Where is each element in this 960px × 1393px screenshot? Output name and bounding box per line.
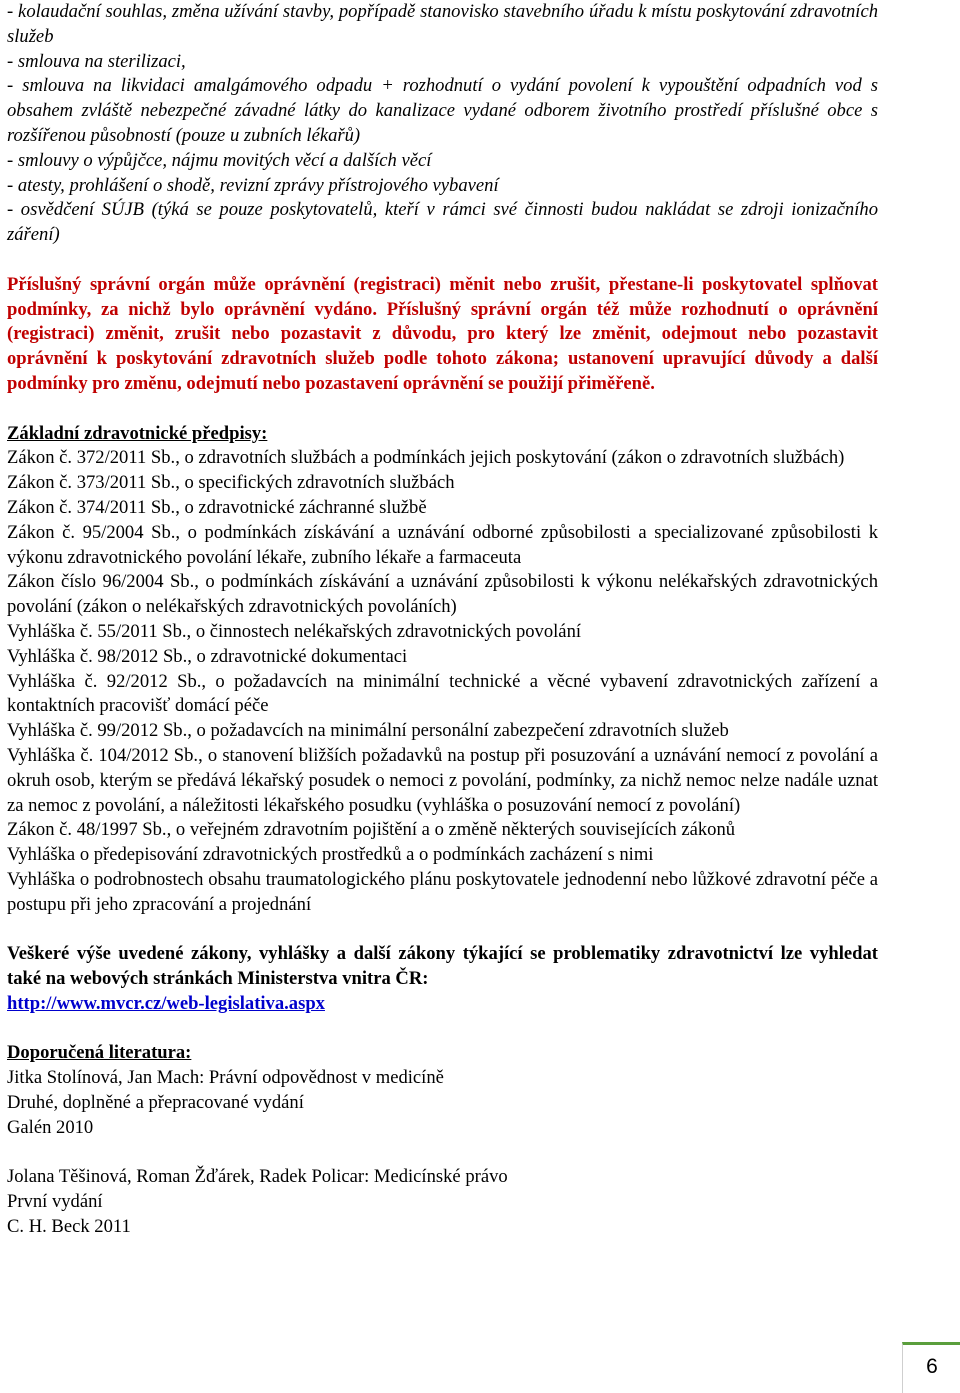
regulation-item: Zákon č. 373/2011 Sb., o specifických zdravotních službách <box>7 472 455 494</box>
authority-paragraph: Příslušný správní orgán může oprávnění (registraci) měnit nebo zrušit, přestane-li poskytovatel splňovat podmínky, za nichž bylo oprávnění vydáno. Příslušný správní orgán též může rozhodnutí o oprávnění (registraci) změnit, zrušit nebo pozastavit z důvodu, pro který lze změnit, odejmout nebo pozastavit oprávnění k poskytování zdravotních služeb podle tohoto zákona; ustanovení upravující důvody a další podmínky pro změnu, odejmutí nebo pozastavení oprávnění se použijí přiměřeně. <box>7 273 878 394</box>
literature-line: První vydání <box>7 1191 103 1213</box>
regulation-item: Zákon č. 372/2011 Sb., o zdravotních službách a podmínkách jejich poskytování (zákon o zdravotních službách) <box>7 447 845 469</box>
page-number: 6 <box>902 1342 960 1393</box>
regulation-item: Vyhláška č. 104/2012 Sb., o stanovení bližších požadavků na postup při posuzování a uznávání nemocí z povolání a okruh osob, kterým se předává lékařský posudek o nemoci z povolání, podmínky, za nichž nemoc nelze nadále uznat za nemoc z povolání, a náležitosti lékařského posudku (vyhláška o posuzování nemocí z povolání) <box>7 744 878 816</box>
regulation-item: Zákon číslo 96/2004 Sb., o podmínkách získávání a uznávání způsobilosti k výkonu nelékařských zdravotnických povolání (zákon o nelékařských zdravotnických povoláních) <box>7 571 878 618</box>
regulation-item: Vyhláška č. 55/2011 Sb., o činnostech nelékařských zdravotnických povolání <box>7 620 582 642</box>
ministry-note: Veškeré výše uvedené zákony, vyhlášky a další zákony týkající se problematiky zdravotnictví lze vyhledat také na webových stránkách Ministerstva vnitra ČR: <box>7 943 878 990</box>
doc-list-item: - osvědčení SÚJB (týká se pouze poskytovatelů, kteří v rámci své činnosti budou nakládat se zdroji ionizačního záření) <box>7 199 878 246</box>
regulation-item: Vyhláška č. 92/2012 Sb., o požadavcích na minimální technické a věcné vybavení zdravotnických zařízení a kontaktních pracovišť domácí péče <box>7 670 878 717</box>
literature-line: Jolana Těšinová, Roman Žďárek, Radek Policar: Medicínské právo <box>7 1166 508 1188</box>
literature-line: Galén 2010 <box>7 1116 94 1138</box>
document-page <box>7 0 878 1240</box>
regulation-item: Vyhláška o předepisování zdravotnických prostředků a o podmínkách zacházení s nimi <box>7 844 654 866</box>
literature-line: Druhé, doplněné a přepracované vydání <box>7 1092 304 1114</box>
regulation-item: Zákon č. 48/1997 Sb., o veřejném zdravotním pojištění a o změně některých souvisejících zákonů <box>7 819 736 841</box>
literature-heading: Doporučená literatura: <box>7 1042 192 1064</box>
regulations-heading: Základní zdravotnické předpisy: <box>7 422 268 444</box>
regulation-item: Vyhláška o podrobnostech obsahu traumatologického plánu poskytovatele jednodenní nebo lůžkové zdravotní péče a postupu při jeho zpracování a projednání <box>7 868 878 915</box>
doc-list-item: - atesty, prohlášení o shodě, revizní zprávy přístrojového vybavení <box>7 174 499 196</box>
doc-list-item: - smlouvy o výpůjčce, nájmu movitých věcí a dalších věcí <box>7 149 432 171</box>
doc-list-item: - smlouva na sterilizaci, <box>7 50 186 72</box>
doc-list-item: - smlouva na likvidaci amalgámového odpadu + rozhodnutí o vydání povolení k vypouštění odpadních vod s obsahem zvláště nebezpečné závadné látky do kanalizace vydané odborem životního prostředí příslušné obce s rozšířenou působností (pouze u zubních lékařů) <box>7 75 878 146</box>
doc-list-item: - kolaudační souhlas, změna užívání stavby, popřípadě stanovisko stavebního úřadu k místu poskytování zdravotních služeb <box>7 1 878 47</box>
regulation-item: Zákon č. 95/2004 Sb., o podmínkách získávání a uznávání odborné způsobilosti a specializované způsobilosti k výkonu zdravotnického povolání lékaře, zubního lékaře a farmaceuta <box>7 521 878 568</box>
ministry-link[interactable]: http://www.mvcr.cz/web-legislativa.aspx <box>7 992 325 1014</box>
literature-line: C. H. Beck 2011 <box>7 1216 131 1238</box>
regulation-item: Zákon č. 374/2011 Sb., o zdravotnické záchranné službě <box>7 496 427 518</box>
regulation-item: Vyhláška č. 98/2012 Sb., o zdravotnické dokumentaci <box>7 645 408 667</box>
regulation-item: Vyhláška č. 99/2012 Sb., o požadavcích na minimální personální zabezpečení zdravotních služeb <box>7 720 729 742</box>
literature-line: Jitka Stolínová, Jan Mach: Právní odpovědnost v medicíně <box>7 1067 444 1089</box>
